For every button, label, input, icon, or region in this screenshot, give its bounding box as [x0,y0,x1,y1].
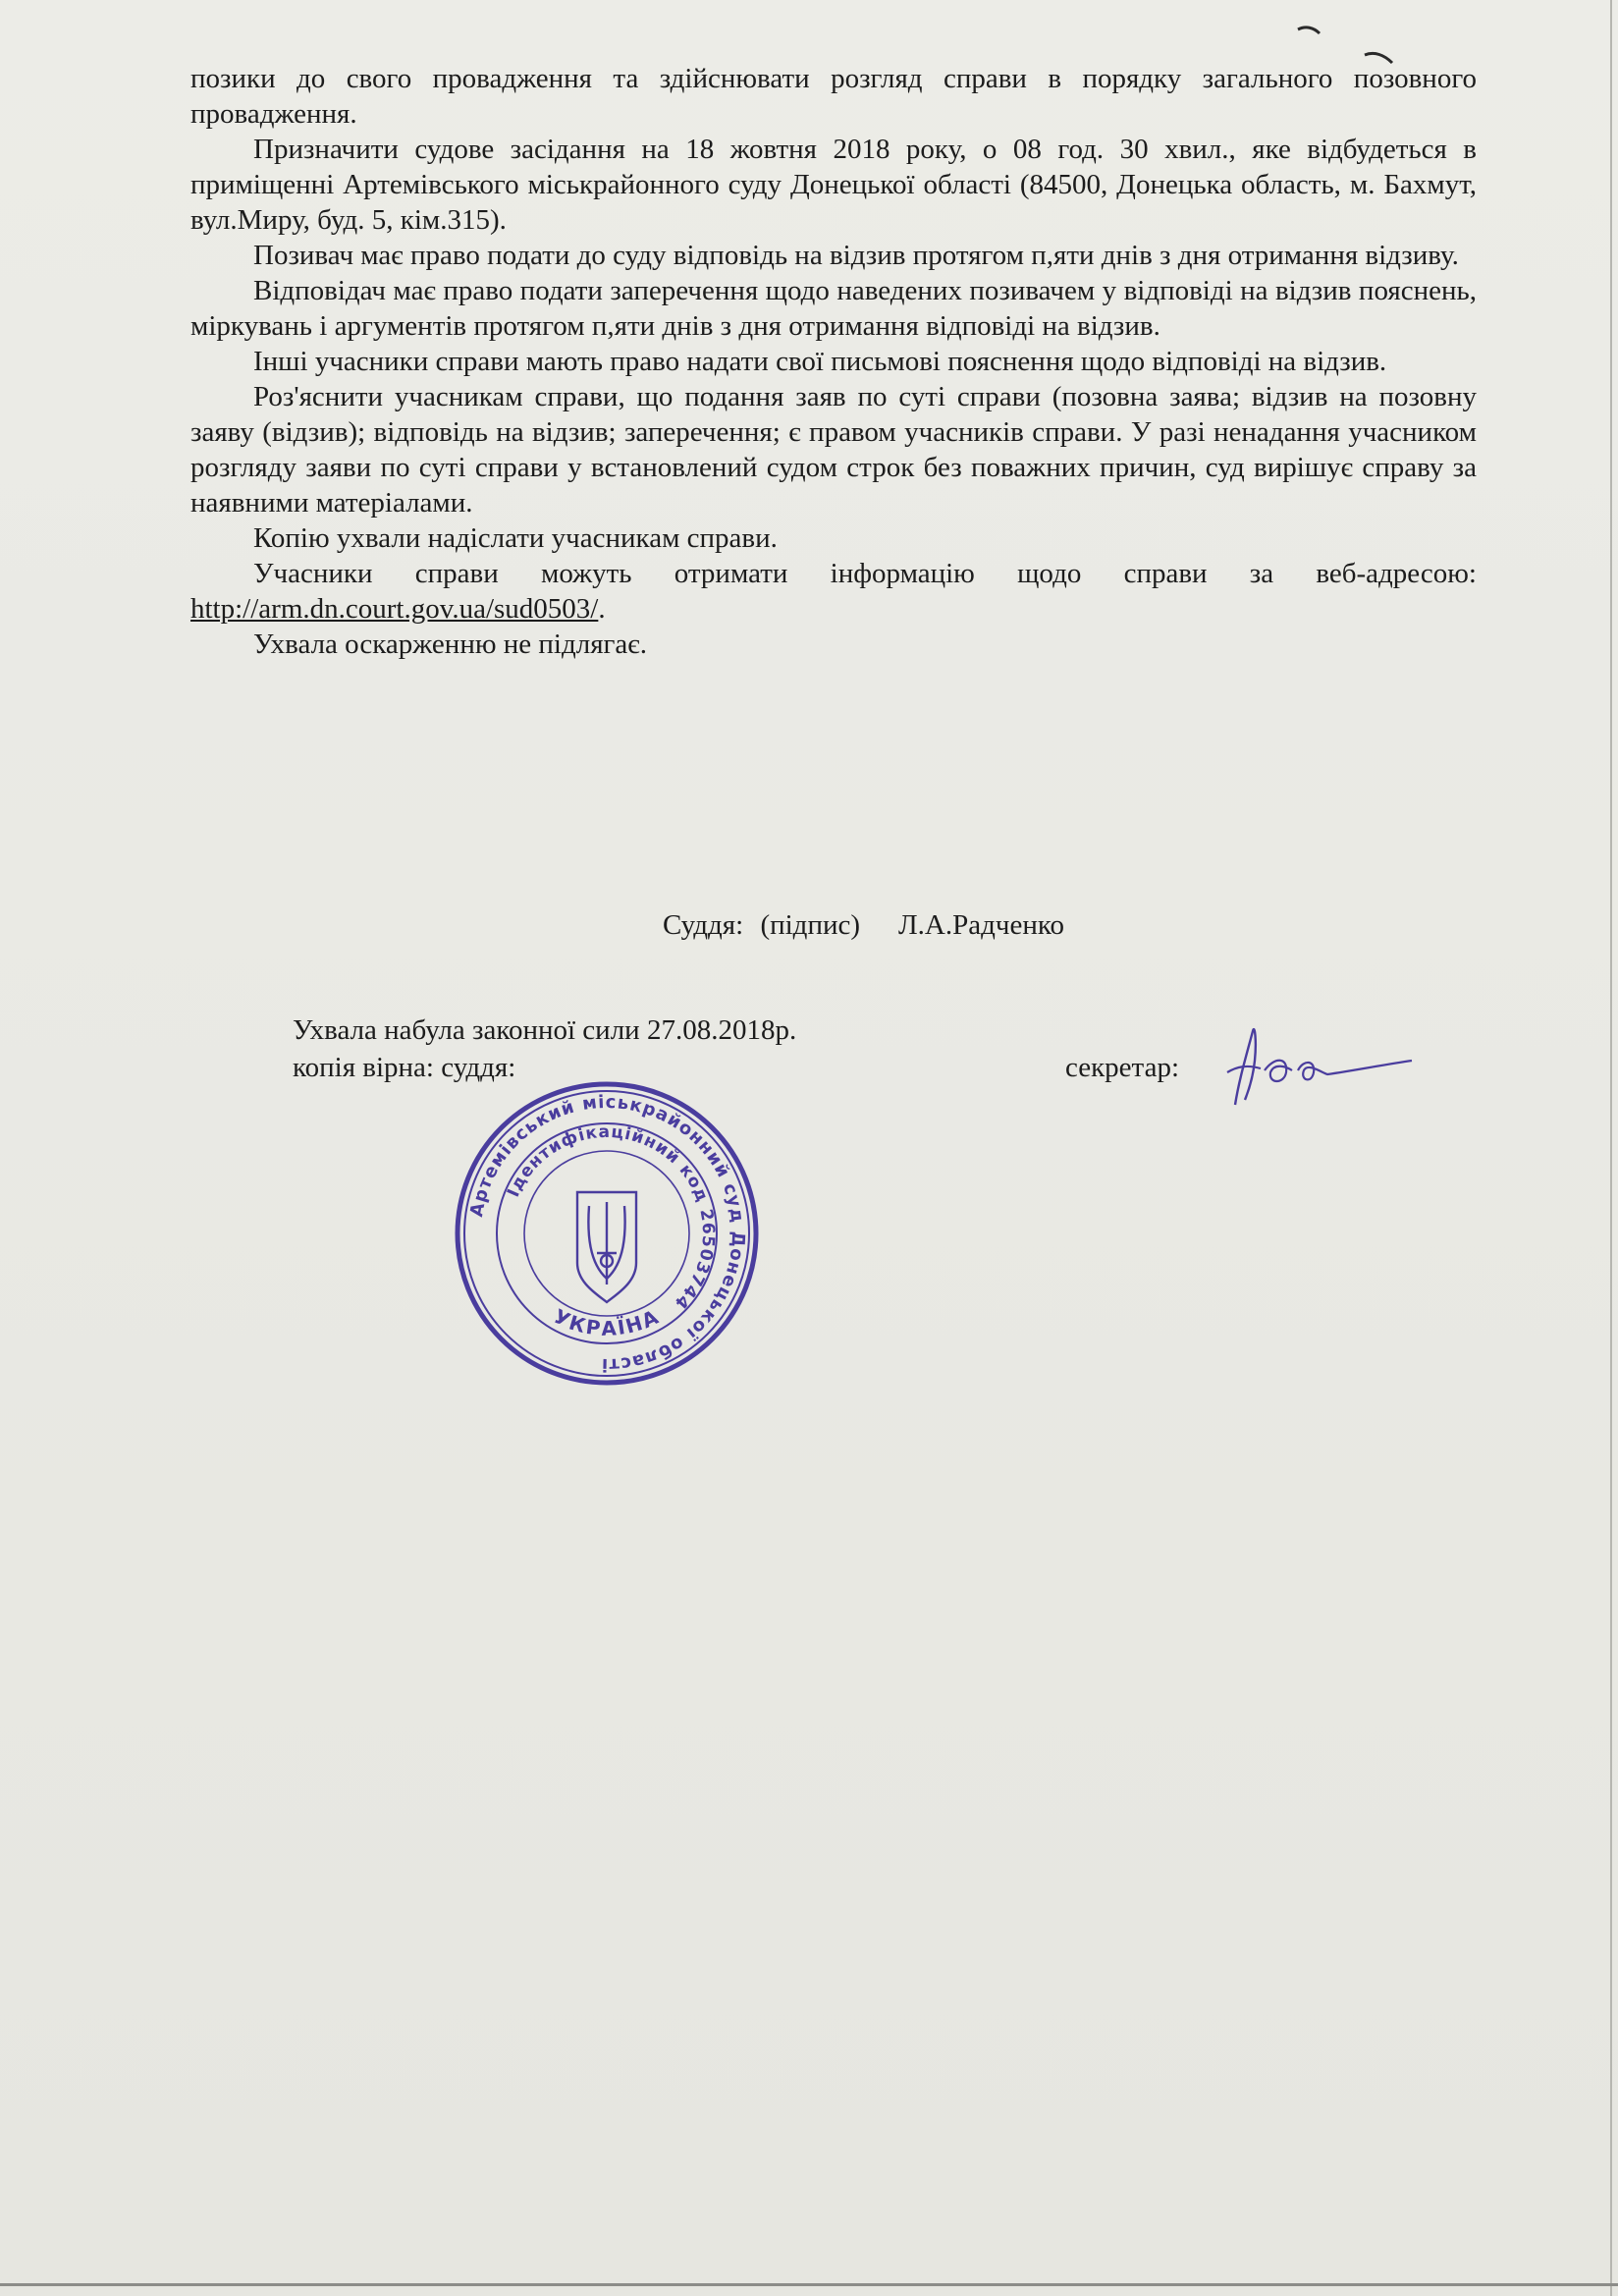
paragraph-send-copy: Копію ухвали надіслати учасникам справи. [253,522,778,554]
trident-emblem-icon [577,1192,636,1302]
signature-note: (підпис) [760,909,861,941]
stamp-inner-text: Ідентифікаційний код 26503744 [504,1121,719,1313]
web-info-text: Учасники справи можуть отримати інформацію щодо справи за веб-адресою: [253,558,1477,589]
judge-name: Л.А.Радченко [898,909,1064,941]
paragraph-plaintiff-rights: Позивач має право подати до суду відповідь на відзив протягом п,яти днів з дня отримання відзиву. [253,240,1459,271]
staple-mark-icon [1294,22,1402,71]
document-body [190,61,1477,662]
secretary-label: секретар: [1065,1052,1180,1083]
link-suffix: . [598,593,606,625]
court-seal-stamp [450,1076,764,1391]
paragraph-defendant-rights: Відповідач має право подати заперечення щодо наведених позивачем у відповіді на відзив пояснень, міркувань і аргументів протягом п,яти днів з дня отримання відповіді на відзив. [190,275,1477,342]
paragraph-no-appeal: Ухвала оскарженню не підлягає. [253,629,648,660]
paragraph-continuation: позики до свого провадження та здійснювати розгляд справи в порядку загального позовного провадження. [190,63,1477,130]
copy-true-label: копія вірна: суддя: [293,1052,516,1083]
paragraph-other-participants: Інші учасники справи мають право надати свої письмові пояснення щодо відповіді на відзив. [253,346,1387,377]
svg-text:УКРАЇНА [550,1304,663,1340]
stamp-country: УКРАЇНА [550,1304,664,1340]
paragraph-hearing-date: Призначити судове засідання на 18 жовтня 2018 року, о 08 год. 30 хвил., яке відбудеться в приміщенні Артемівського міськрайонного суду Донецької області (84500, Донецька область, м. Бахмут, вул.Миру, буд. 5, кім.315). [190,134,1477,236]
paragraph-web-info [190,556,1477,627]
judge-signature-line [663,909,1074,942]
paragraph-explanation: Роз'яснити учасникам справи, що подання заяв по суті справи (позовна заява; відзив на позовну заяву (відзив); відповідь на відзив; заперечення; є правом учасників справи. У разі ненадання учасником розгляду заяви по суті справи у встановлений судом строк без поважних причин, суд вирішує справу за наявними матеріалами. [190,381,1477,519]
stamp-outer-text: Артемівський міськрайонний суд Донецької області [466,1091,749,1376]
entry-into-force: Ухвала набула законної сили 27.08.2018р. [293,1014,797,1046]
scan-edge-right [1610,0,1612,2296]
secretary-signature [1217,1002,1414,1120]
scan-edge-bottom [0,2283,1618,2286]
court-website-link[interactable]: http://arm.dn.court.gov.ua/sud0503/ [190,593,599,625]
judge-label: Суддя: [663,909,744,941]
